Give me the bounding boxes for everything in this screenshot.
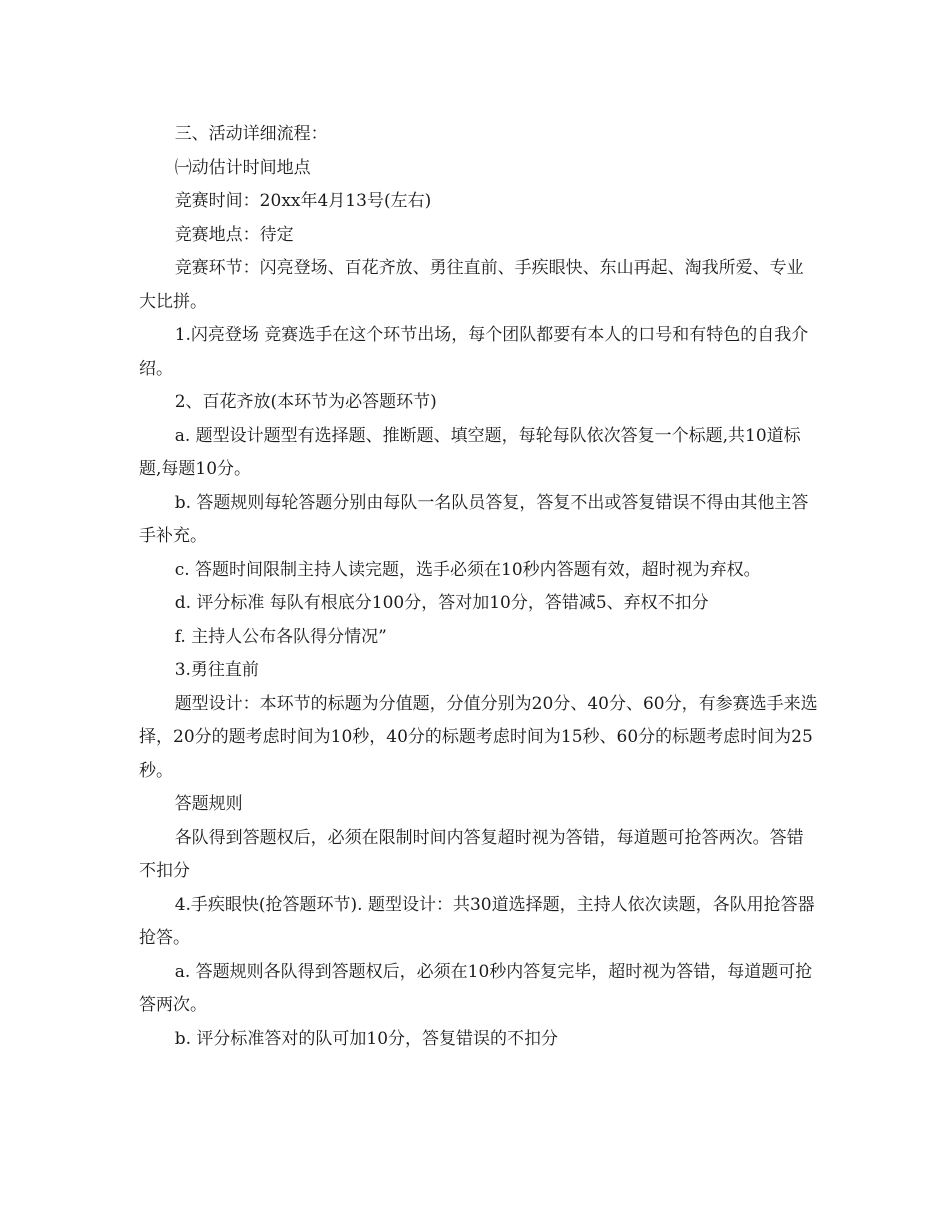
paragraph-competition-time: 竞赛时间：20xx年4月13号(左右) (174, 191, 432, 211)
subsection-heading: ㈠动估计时间地点 (174, 157, 311, 178)
paragraph-competition-venue: 竞赛地点：待定 (174, 224, 294, 245)
document-body (139, 118, 819, 1056)
paragraph-stage-3-title: 3.勇往直前 (174, 660, 259, 680)
section-heading: 三、活动详细流程： (174, 124, 328, 144)
paragraph-stage-2-c: c. 答题时间限制主持人读完题，选手必须在10秒内答题有效，超时视为弃权。 (174, 559, 761, 580)
paragraph-stage-3-design: 题型设计：本环节的标题为分值题，分值分别为20分、40分、60分，有参赛选手来选择，20分的题考虑时间为10秒，40分的标题考虑时间为15秒、60分的标题考虑时间为25秒。 (139, 693, 818, 781)
paragraph-stage-2-f: f. 主持人公布各队得分情况” (174, 626, 387, 647)
paragraph-stage-4-title: 4.手疾眼快(抢答题环节). 题型设计：共30道选择题，主持人依次读题，各队用抢答器抢答。 (139, 894, 815, 948)
paragraph-stage-3-rules: 各队得到答题权后，必须在限制时间内答复超时视为答错，每道题可抢答两次。答错不扣分 (139, 827, 804, 881)
paragraph-stage-4-b: b. 评分标准答对的队可加10分，答复错误的不扣分 (174, 1028, 559, 1049)
paragraph-stage-2-d: d. 评分标准 每队有根底分100分，答对加10分，答错减5、弃权不扣分 (174, 593, 709, 613)
paragraph-stage-4-a: a. 答题规则各队得到答题权后，必须在10秒内答复完毕，超时视为答错，每道题可抢答两次。 (139, 961, 813, 1015)
paragraph-stage-1: 1.闪亮登场 竞赛选手在这个环节出场，每个团队都要有本人的口号和有特色的自我介绍。 (139, 325, 809, 379)
paragraph-competition-stages: 竞赛环节：闪亮登场、百花齐放、勇往直前、手疾眼快、东山再起、淘我所爱、专业大比拼。 (139, 258, 804, 312)
paragraph-stage-2-b: b. 答题规则每轮答题分别由每队一名队员答复，答复不出或答复错误不得由其他主答手补充。 (139, 492, 809, 546)
paragraph-stage-2-a: a. 题型设计题型有选择题、推断题、填空题，每轮每队依次答复一个标题,共10道标题,每题10分。 (139, 425, 801, 479)
paragraph-stage-2-title: 2、百花齐放(本环节为必答题环节) (174, 392, 437, 412)
paragraph-stage-3-rules-title: 答题规则 (174, 794, 243, 814)
